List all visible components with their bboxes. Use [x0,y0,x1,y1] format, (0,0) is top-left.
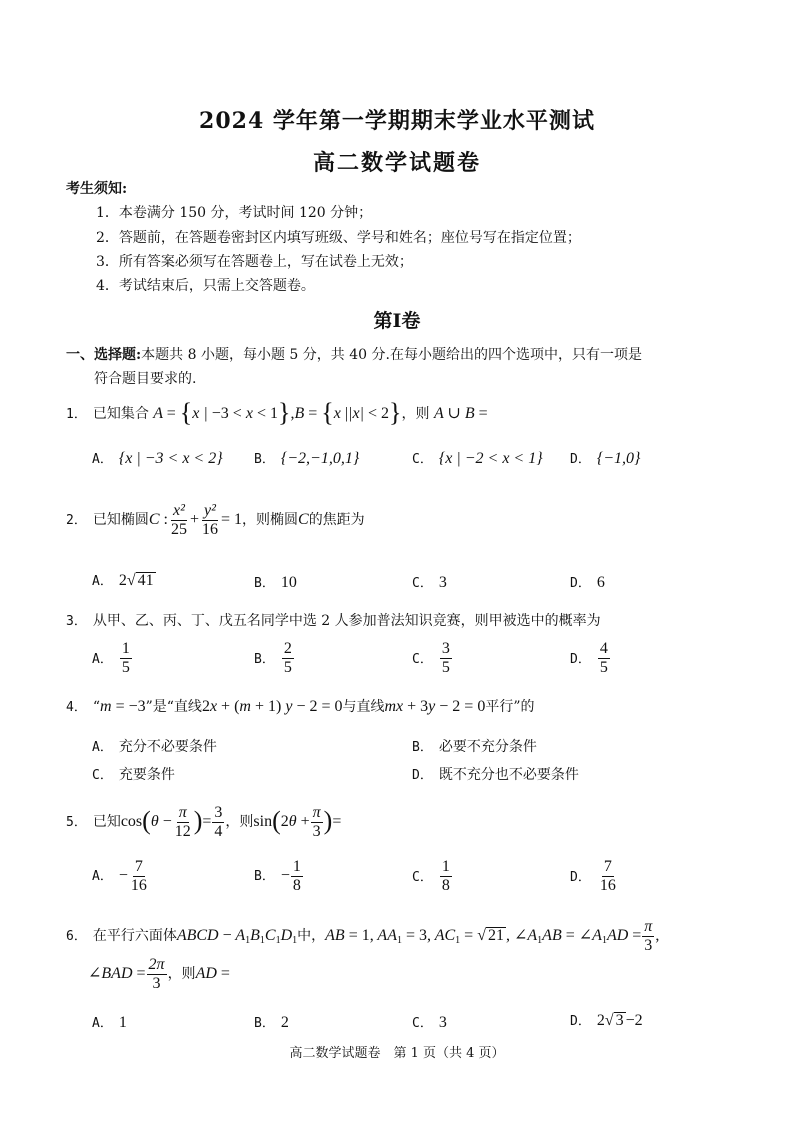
q6-option-a [92,1012,127,1032]
question-6-stem-line2 [88,956,230,993]
stem-text: “ [92,699,100,715]
stem-text: 已知集合 [92,406,149,422]
option-text: − $\frac{1}{8}$ [280,858,301,894]
notice-item-2: 2．答题前，在答题卷密封区内填写班级、学号和姓名；座位号写在指定位置； [96,230,581,246]
stem-text: 中， [297,928,326,945]
exam-title: 2024 学年第一学期期末学业水平测试 [199,108,595,134]
section-head: 一、选择题: [66,347,142,363]
option-label: A． [92,651,113,667]
q6-option-d [570,1010,643,1030]
option-text: $\frac{1}{8}$ [441,858,450,894]
question-number: 6． [66,929,87,945]
notice-heading: 考生须知: [66,181,128,197]
union-expression: A ∪ B = [433,405,488,422]
volume-heading: 第Ⅰ卷 [373,310,421,332]
stem-text: 已知椭圆 [92,512,149,529]
q5-option-a [92,858,150,895]
stem-text: 已知 [92,814,121,831]
stem-text: 的焦距为 [308,512,365,529]
set-a-expression: A = {x | −3 < x < 1},B = {x ||x| < 2} [153,398,402,427]
q3-option-a [92,640,133,677]
option-text: {−2,−1,0,1} [280,450,360,467]
q2-option-d [570,572,605,592]
question-5-stem [66,804,341,841]
option-label: D． [412,768,433,783]
option-label: D． [570,1014,591,1029]
option-text: $\frac{1}{5}$ [121,640,130,676]
ellipse-symbol: C [298,511,309,529]
question-4-stem [66,696,535,716]
option-label: A． [92,452,113,467]
question-number: 5． [66,815,87,831]
q5-option-b [254,858,304,895]
option-label: A． [92,1016,113,1031]
question-6-stem-line1 [66,918,659,955]
option-label: B． [254,576,275,591]
notice-item-3: 3．所有答案必须写在答题卷上，写在试卷上无效； [96,254,413,270]
option-text: 2√ 3 −2 [596,1012,643,1029]
condition-expression: m = −3 [100,698,146,715]
option-label: B． [254,651,275,667]
line-2-equation: mx + 3y − 2 = 0 [384,698,486,715]
option-label: C． [412,651,433,667]
option-text: {−1,0} [596,450,641,467]
option-text: 充要条件 [118,767,175,783]
option-text: 2 [280,1014,289,1031]
option-text: 2√ 41 [118,572,154,589]
option-label: D． [570,651,591,667]
exam-subtitle: 高二数学试题卷 [312,150,481,176]
option-text: 1 [118,1014,127,1031]
question-number: 4． [66,700,87,715]
option-label: C． [412,869,433,885]
question-number: 3． [66,614,87,629]
option-text: 3 [438,574,447,591]
q6-option-b [254,1012,289,1032]
option-text: {x | −3 < x < 2} [118,450,223,467]
q4-option-d [412,764,579,784]
stem-text: 从甲、乙、丙、丁、戊五名同学中选 2 人参加普法知识竞赛，则甲被选中的概率为 [92,613,601,629]
option-text: 10 [280,574,297,591]
option-label: C． [412,576,433,591]
option-label: C． [412,1016,433,1031]
q2-option-c [412,572,447,592]
section-line1: 本题共 8 小题，每小题 5 分，共 40 分.在每小题给出的四个选项中，只有一项是 [141,347,642,363]
stem-text: 平行”的 [485,699,535,715]
page-footer: 高二数学试题卷 第 1 页（共 4 页） [289,1046,505,1061]
parallelepiped-expression: ABCD − $A_1B_1C_1D_1$ [176,927,298,947]
option-text: − $\frac{7}{16}$ [118,858,147,894]
question-2-stem [66,502,365,539]
option-text: $\frac{7}{16}$ [599,858,616,894]
option-text: 既不充分也不必要条件 [438,767,579,783]
stem-text: 与直线 [342,699,385,715]
q1-option-c [412,448,543,468]
ad-expression: AD = [195,965,230,983]
option-text: 必要不充分条件 [438,739,537,755]
q1-option-a [92,448,223,468]
option-text: 充分不必要条件 [118,739,217,755]
q2-option-a [92,570,156,590]
q5-option-d [570,858,619,895]
option-label: D． [570,576,591,591]
q4-option-b [412,736,537,756]
option-label: A． [92,869,113,885]
stem-text: ，则 [401,406,430,422]
stem-text: 在平行六面体 [92,928,177,945]
q3-option-d [570,640,611,677]
option-text: $\frac{3}{5}$ [441,640,450,676]
sin-expression: sin(2θ + $\frac{\pi}{3}$ )= [253,804,342,840]
option-label: B． [254,1016,275,1031]
option-label: B． [254,869,275,885]
option-label: C． [92,768,113,783]
stem-text: ，则 [225,814,254,831]
option-label: D． [570,869,591,885]
question-3-stem [66,610,601,630]
option-label: D． [570,452,591,467]
question-number: 1． [66,407,87,422]
option-label: A． [92,574,113,589]
q1-option-d [570,448,640,468]
q5-option-c [412,858,453,895]
question-number: 2． [66,513,87,529]
cos-expression: cos(θ − $\frac{\pi}{12}$ )= $\frac{3}{4}$ [120,804,223,840]
q3-option-c [412,640,453,677]
stem-text: ，则椭圆 [242,512,299,529]
line-1-equation: 2x + (m + 1) y − 2 = 0 [201,698,343,715]
q1-option-b [254,448,359,468]
question-1-stem [66,398,488,428]
section-intro [66,344,642,364]
option-label: B． [412,740,433,755]
option-text: $\frac{4}{5}$ [599,640,608,676]
stem-text: ，则 [167,966,196,983]
option-text: $\frac{2}{5}$ [283,640,292,676]
option-text: 6 [596,574,605,591]
option-text: 3 [438,1014,447,1031]
notice-item-1: 1．本卷满分 150 分，考试时间 120 分钟； [96,205,373,221]
section-line2: 符合题目要求的. [94,371,197,387]
notice-item-4: 4．考试结束后，只需上交答题卷。 [96,278,315,294]
q2-option-b [254,572,297,592]
option-label: C． [412,452,433,467]
q6-option-c [412,1012,447,1032]
stem-text: ”是“直线 [145,699,202,715]
option-label: B． [254,452,275,467]
q4-option-c [92,764,175,784]
edge-conditions: AB = 1, $AA_1 = 3$, $AC_1$ = √ 21 , $\angle A_1AB$ = $\angle A_1AD$ = $\frac{\pi}{3}$ , [325,918,660,954]
q4-option-a [92,736,217,756]
q3-option-b [254,640,295,677]
ellipse-equation: C : $\frac{\text{x²}}{25}$ + $\frac{\text{y²}}{16}$ = 1 [148,502,243,538]
option-label: A． [92,740,113,755]
angle-bad-condition: ∠BAD = $\frac{2\pi}{3}$ [88,956,165,992]
option-text: {x | −2 < x < 1} [438,450,543,467]
